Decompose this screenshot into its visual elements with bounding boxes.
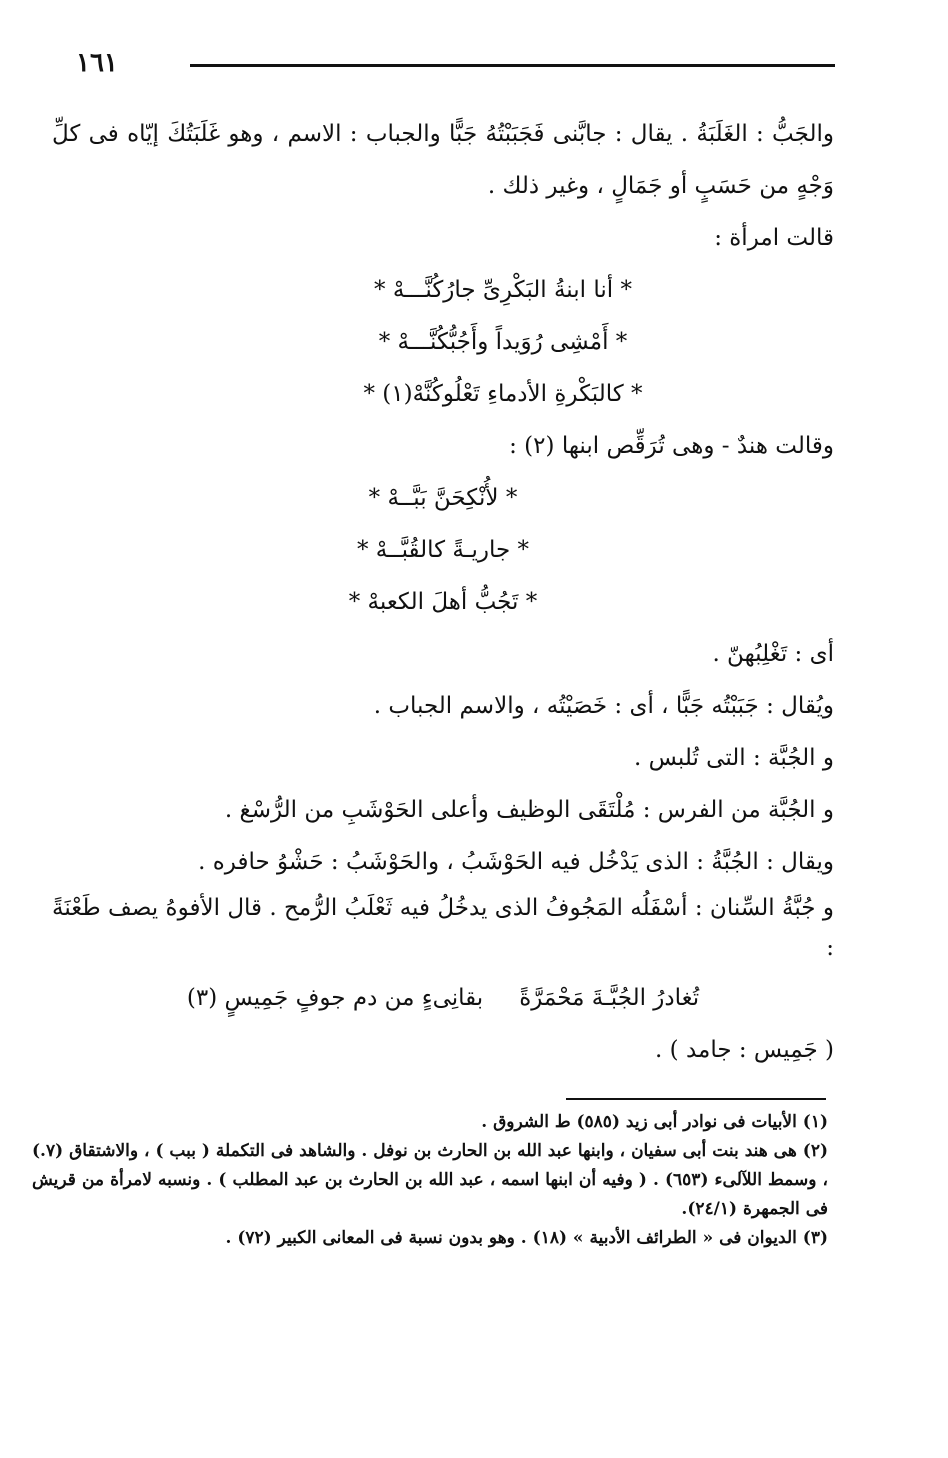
paragraph-8: ويقال : الجُبَّةُ : الذى يَدْخُل فيه الحَوْشَبُ ، والحَوْشَبُ : حَشْوُ حافره . [198,849,834,875]
paragraph-1: والجَبُّ : الغَلَبَةُ . يقال : جابَّنى فَجَبَبْتُهُ جَبًّا والجباب : الاسم ، وهو غَلَبَتُكَ إيّاه فى كلِّ وَجْهٍ من حَسَبٍ أو جَمَالٍ ، وغير ذلك . [52,121,834,199]
paragraph-2: قالت امرأة : [714,225,834,251]
paragraph-3: وقالت هندٌ - وهى تُرَقِّص ابنها (٢) : [509,433,834,459]
verse-first-hemistich: تُغادرُ الجُبَّـةَ مَحْمَرَّةً [519,985,700,1011]
paragraph-5: ويُقال : جَبَبْتُه جَبًّا ، أى : خَصَيْتُه ، والاسم الجباب . [373,693,834,719]
page-header [60,46,835,86]
page-number: ١٦١ [76,48,118,78]
paragraph-4: أى : تَغْلِبُهنّ . [712,641,834,667]
paragraph-10: ( جَمِيس : جامد ) . [655,1037,834,1063]
footnote-separator [566,1098,826,1100]
footnote-1: (١) الأبيات فى نوادر أبى زيد (٥٨٥) ط الشروق . [481,1112,828,1132]
footnote-3: (٣) الديوان فى « الطرائف الأدبية » (١٨) . وهو بدون نسبة فى المعانى الكبير (٧٢) . [225,1228,828,1248]
poem1-line-2: * أَمْشِى رُوَيداً وأَجُبُّكُنَّـــهْ * [378,329,628,355]
paragraph-6: و الجُبَّة : التى تُلبس . [633,745,834,771]
poem1-line-3: * كالبَكْرةِ الأدماءِ تَعْلُوكُنَّهْ(١) * [363,381,643,407]
main-text [52,108,834,1076]
paragraph-7: و الجُبَّة من الفرس : مُلْتَقَى الوظيف وأعلى الحَوْشَبِ من الرُّسْغ . [224,797,834,823]
poem2-line-1: * لأُنْكِحَنَّ بَبَّــهْ * [368,485,518,511]
poem1-line-1: * أنا ابنةُ البَكْرِىِّ جارُكُنَّـــهْ * [374,277,632,303]
poem2-line-3: * تَجُبُّ أهلَ الكعبهْ * [348,589,538,615]
verse-couplet [52,972,834,1024]
footnote-2: (٢) هى هند بنت أبى سفيان ، وابنها عبد الله بن الحارث بن نوفل . والشاهد فى التكملة ( ببب ) ، والاشتقاق (٧.) ، وسمط اللآلىء (٦٥٣) . ( وفيه أن ابنها اسمه ، عبد الله بن الحارث بن عبد المطلب ) . ونسبه لامرأة من قريش فى الجمهرة (٢٤/١). [32,1141,829,1219]
header-rule [190,64,835,67]
poem2-line-2: * جاريـةً كالقُبَّــهْ * [356,537,530,563]
verse-second-hemistich: بقانِىءٍ من دم جوفٍ جَمِيسٍ (٣) [186,985,484,1011]
paragraph-9: و جُبَّةُ السِّنان : أسْفَلُه المَجُوفُ الذى يدخُلُ فيه ثَعْلَبُ الرُّمح . قال الأفوهُ يصف طَعْنَةً : [52,895,834,961]
footnotes [32,1108,828,1253]
